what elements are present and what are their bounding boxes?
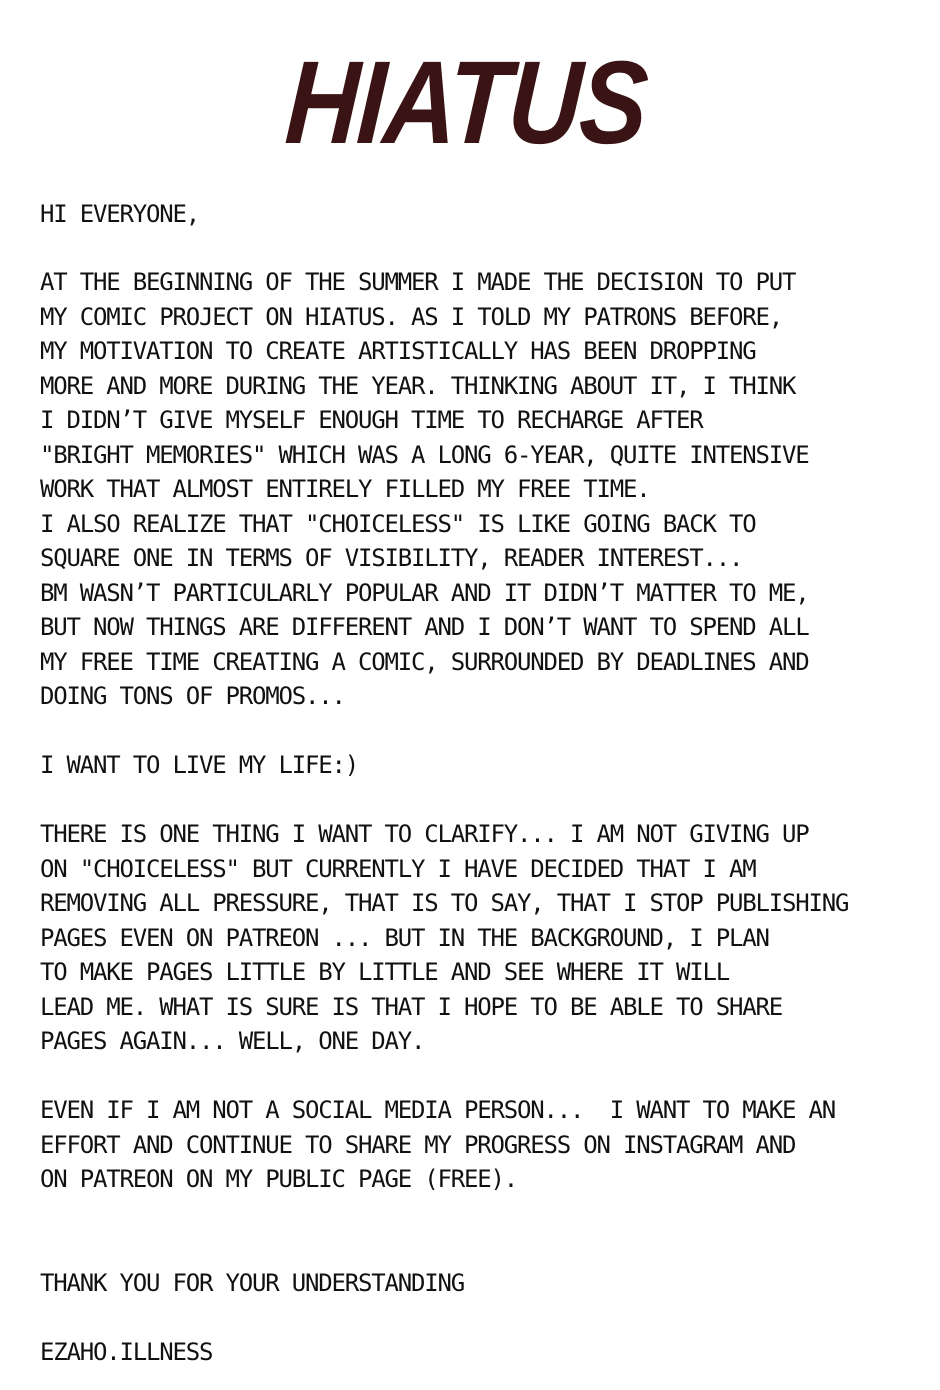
paragraph1-line: I DIDN’T GIVE MYSELF ENOUGH TIME TO RECHARGE AFTER: [40, 406, 703, 434]
paragraph3-line: PAGES AGAIN... WELL, ONE DAY.: [40, 1027, 425, 1055]
paragraph2-line: I WANT TO LIVE MY LIFE:): [40, 751, 358, 779]
paragraph3-line: THERE IS ONE THING I WANT TO CLARIFY... I AM NOT GIVING UP: [40, 820, 809, 848]
paragraph1-line: BUT NOW THINGS ARE DIFFERENT AND I DON’T WANT TO SPEND ALL: [40, 613, 809, 641]
paragraph1-line: SQUARE ONE IN TERMS OF VISIBILITY, READER INTEREST...: [40, 544, 743, 572]
paragraph3-line: TO MAKE PAGES LITTLE BY LITTLE AND SEE WHERE IT WILL: [40, 958, 729, 986]
paragraph1-line: I ALSO REALIZE THAT "CHOICELESS" IS LIKE GOING BACK TO: [40, 509, 756, 538]
greeting-line: HI EVERYONE,: [40, 200, 199, 228]
paragraph3-line: LEAD ME. WHAT IS SURE IS THAT I HOPE TO BE ABLE TO SHARE: [40, 992, 782, 1021]
page-title: HIATUS: [282, 37, 651, 169]
signature-line: EZAHO.ILLNESS: [40, 1338, 213, 1366]
closing-line: THANK YOU FOR YOUR UNDERSTANDING: [40, 1269, 464, 1297]
paragraph4-line: EFFORT AND CONTINUE TO SHARE MY PROGRESS ON INSTAGRAM AND: [40, 1130, 796, 1159]
paragraph1-line: DOING TONS OF PROMOS...: [40, 682, 345, 710]
paragraph4-line: ON PATREON ON MY PUBLIC PAGE (FREE).: [40, 1165, 517, 1193]
paragraph1-line: BM WASN’T PARTICULARLY POPULAR AND IT DIDN’T MATTER TO ME,: [40, 578, 809, 607]
paragraph1-line: MORE AND MORE DURING THE YEAR. THINKING ABOUT IT, I THINK: [40, 371, 796, 400]
paragraph1-line: "BRIGHT MEMORIES" WHICH WAS A LONG 6-YEAR, QUITE INTENSIVE: [40, 440, 809, 469]
paragraph3-line: REMOVING ALL PRESSURE, THAT IS TO SAY, THAT I STOP PUBLISHING: [40, 889, 849, 917]
paragraph1-line: WORK THAT ALMOST ENTIRELY FILLED MY FREE TIME.: [40, 475, 650, 503]
paragraph4-line: EVEN IF I AM NOT A SOCIAL MEDIA PERSON... I WANT TO MAKE AN: [40, 1096, 835, 1124]
paragraph1-line: MY MOTIVATION TO CREATE ARTISTICALLY HAS BEEN DROPPING: [40, 337, 756, 365]
paragraph1-line: AT THE BEGINNING OF THE SUMMER I MADE THE DECISION TO PUT: [40, 268, 796, 296]
paragraph3-line: PAGES EVEN ON PATREON ... BUT IN THE BACKGROUND, I PLAN: [40, 923, 769, 952]
paragraph1-line: MY FREE TIME CREATING A COMIC, SURROUNDED BY DEADLINES AND: [40, 647, 809, 676]
paragraph1-line: MY COMIC PROJECT ON HIATUS. AS I TOLD MY PATRONS BEFORE,: [40, 302, 782, 331]
paragraph3-line: ON "CHOICELESS" BUT CURRENTLY I HAVE DECIDED THAT I AM: [40, 854, 756, 883]
